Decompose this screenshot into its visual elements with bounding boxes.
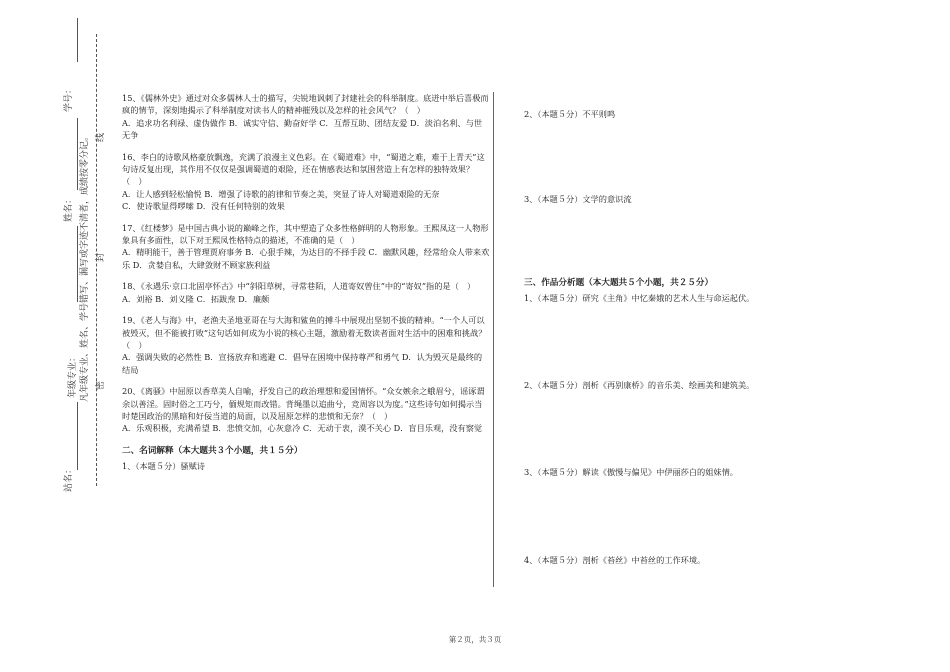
question-18 <box>122 280 490 305</box>
left-column <box>122 92 490 473</box>
question-options: A．强调失败的必然性 B．宣扬放弃和逃避 C．倡导在困境中保持尊严和勇气 D．认为毁灭是最终的结局 <box>122 352 483 375</box>
question-19 <box>122 314 490 376</box>
section-2-item-3: 3、（本题５分）文学的意识流 <box>524 194 632 204</box>
section-3-item-1: 1、（本题５分）研究《主角》中忆秦娥的艺术人生与命运起伏。 <box>524 293 755 303</box>
section-3-item-4: 4、（本题５分）剖析《苔丝》中苔丝的工作环境。 <box>524 555 706 565</box>
school-label: 站名： <box>64 464 74 492</box>
question-options: A．让人感到轻松愉悦 B．增强了诗歌的韵律和节奏之美，突显了诗人对蜀道艰险的无奈 <box>122 188 440 199</box>
binding-margin <box>50 0 120 672</box>
question-stem: 15、《儒林外史》通过对众多儒林人士的描写，尖锐地讽刺了封建社会的科举制度。底迸中举后喜极而疯的情节，深刻地揭示了科举制度对读书人的精神摧残以及怎样的社会风气？（ ） <box>122 93 489 116</box>
section-2-item-2: 2、（本题５分）不平则鸣 <box>524 109 616 119</box>
student-id-label: 学号： <box>64 84 74 112</box>
question-20 <box>122 385 490 435</box>
question-options: A．乐观积极，充满希望 B．悲愤交加，心灰意冷 C．无动于衷，漠不关心 D．盲目乐观，没有察觉 <box>122 423 483 434</box>
question-stem: 20、《离骚》中屈原以香草美人自喻，抒发自己的政治理想和爱国情怀。“众女嫉余之蛾眉兮，谣诼谓余以善淫。固时俗之工巧兮，偭规矩而改错。背绳墨以追曲兮，竞周容以为度。”这些诗句如何揭示当时楚国政治的黑暗和好佞当道的局面，以及屈原怎样的悲愤和无奈？（ ） <box>122 386 485 421</box>
binding-line <box>77 118 78 190</box>
question-stem: 16、李白的诗歌风格豪放飘逸，充满了浪漫主义色彩。在《蜀道难》中，“蜀道之难，难于上青天”这句诗反复出现，其作用不仅仅是强调蜀道的艰险，还在情感表达和氛围营造上有怎样的独特效果？（ ） <box>122 151 485 187</box>
question-stem: 18、《永遇乐·京口北固亭怀古》中“斜阳草树，寻常巷陌，人道寄奴曾住”中的“寄奴”指的是（ ） <box>122 281 476 292</box>
question-15 <box>122 92 490 142</box>
section-3-item-2: 2、（本题５分）剖析《再别康桥》的音乐美、绘画美和建筑美。 <box>524 380 755 390</box>
binding-dashed-line <box>96 34 97 486</box>
question-options: A．精明能干，善于管理贾府事务 B．心狠手辣，为达目的不择手段 C．幽默风趣，经常给众人带来欢乐 D．贪婪自私，大肆敛财不顾家族利益 <box>122 247 490 270</box>
section-3-title: 三、作品分析题（本大题共５个小题，共２５分） <box>524 278 714 288</box>
binding-line <box>77 226 78 302</box>
section-2-title: 二、名词解释（本大题共３个小题，共１５分） <box>122 445 303 456</box>
seal-char: 密 <box>96 380 106 390</box>
question-stem: 17、《红楼梦》是中国古典小说的巅峰之作，其中塑造了众多性格鲜明的人物形象。王熙凤这一人物形象具有多面性，以下对王熙凤性格特点的描述，不准确的是（ ） <box>122 222 489 246</box>
question-stem: 19、《老人与海》中，老渔夫圣地亚哥在与大海和鲨鱼的搏斗中展现出坚韧不拔的精神。“一个人可以被毁灭，但不能被打败”这句话如何成为小说的核心主题，激励着无数读者面对生活中的困难和挑战？（ ） <box>122 315 487 350</box>
line-char: 线 <box>96 132 106 142</box>
section-3-item-3: 3、（本题５分）解读《傲慢与偏见》中伊丽莎白的姐妹情。 <box>524 467 738 477</box>
grade-major-label: 年级专业： <box>68 352 78 398</box>
question-17 <box>122 222 490 272</box>
binding-line <box>77 402 78 470</box>
feng-char: 封 <box>96 252 106 262</box>
question-options: A．追求功名利禄、虚伪做作 B．诚实守信、勤奋好学 C．互帮互助、团结友爱 D．淡泊名利、与世无争 <box>122 117 483 141</box>
question-16 <box>122 151 490 213</box>
question-options: C．使诗歌显得啰嗦 D．没有任何特别的效果 <box>122 201 285 212</box>
name-label: 姓名： <box>64 194 74 222</box>
question-options: A．刘裕 B．刘义隆 C．拓跋焘 D．廉颇 <box>122 293 270 304</box>
section-2-item-1: 1、（本题５分）骚赋诗 <box>122 461 205 472</box>
instructions-text: 凡年级专业、姓名、学号错写、漏写或字迹不清者，成绩按零分记。 <box>80 131 90 402</box>
page-footer: 第２页，共３页 <box>448 635 502 644</box>
binding-line <box>77 18 78 62</box>
column-divider <box>493 92 494 587</box>
